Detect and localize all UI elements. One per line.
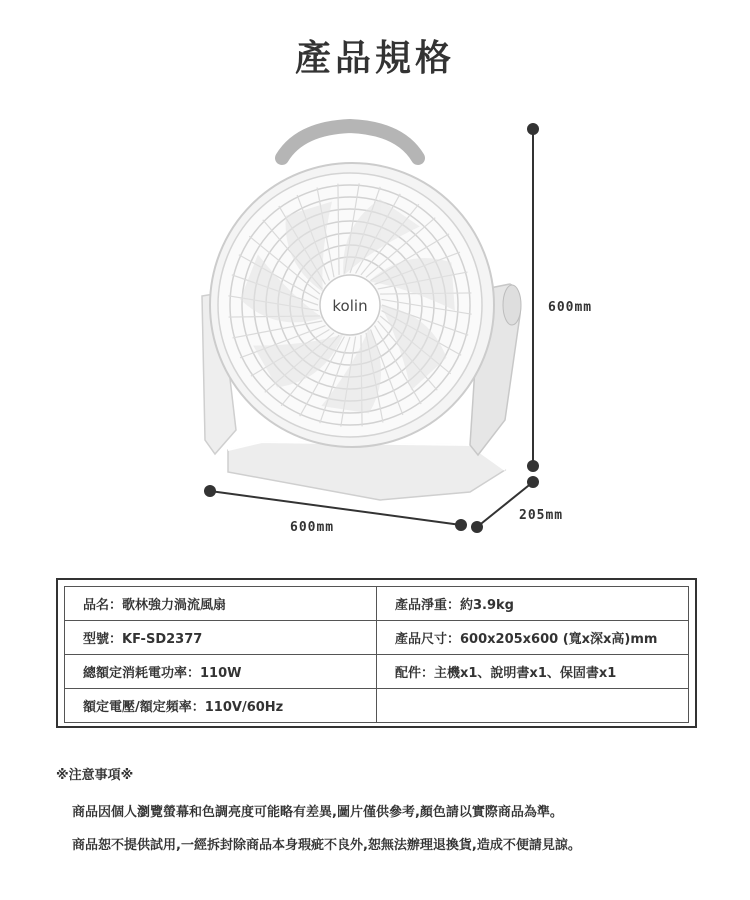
- spec-voltage: 額定電壓/額定頻率：110V/60Hz: [65, 689, 377, 723]
- spec-power: 總額定消耗電功率：110W: [65, 655, 377, 689]
- fan-base: [228, 442, 505, 500]
- note-line: 商品恕不提供試用,一經拆封除商品本身瑕疵不良外,恕無法辦理退換貨,造成不便請見諒。: [72, 838, 581, 853]
- spec-accessories: 配件：主機x1、說明書x1、保固書x1: [377, 655, 689, 689]
- depth-dimension-label: 205mm: [519, 508, 564, 523]
- height-dimension-label: 600mm: [548, 300, 593, 315]
- fan-handle: [282, 126, 418, 158]
- spec-table: [64, 586, 689, 723]
- height-dimension-line: [527, 123, 539, 472]
- fan-illustration: [0, 100, 750, 550]
- table-row: [65, 655, 689, 689]
- page-title: 產品規格: [294, 38, 455, 79]
- spec-product-name: 品名：歌林強力渦流風扇: [65, 587, 377, 621]
- spec-model: 型號：KF-SD2377: [65, 621, 377, 655]
- width-dimension-label: 600mm: [290, 520, 335, 535]
- table-row: [65, 689, 689, 723]
- note-line: 商品因個人瀏覽螢幕和色調亮度可能略有差異,圖片僅供參考,顏色請以實際商品為準。: [72, 805, 563, 820]
- spec-dimensions: 產品尺寸：600x205x600 (寬x深x高)mm: [377, 621, 689, 655]
- brand-logo: kolin: [332, 297, 368, 315]
- spec-empty-cell: [377, 689, 689, 723]
- notes-section: [56, 764, 736, 867]
- spec-table-frame: [56, 578, 697, 728]
- table-row: [65, 587, 689, 621]
- notes-title: ※注意事項※: [56, 768, 134, 783]
- table-row: [65, 621, 689, 655]
- spec-net-weight: 產品淨重：約3.9kg: [377, 587, 689, 621]
